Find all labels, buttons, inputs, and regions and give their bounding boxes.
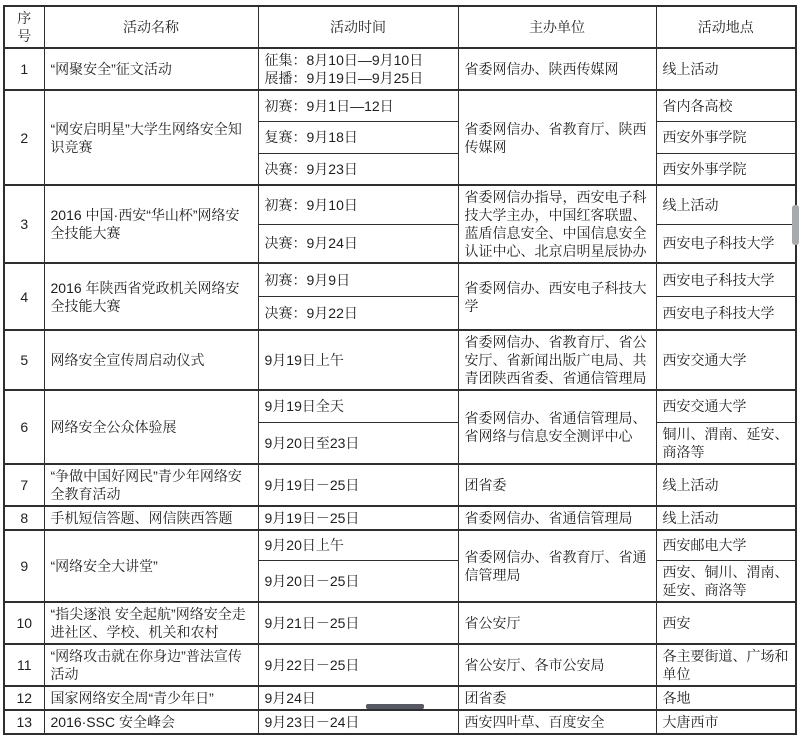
activity-time: 9月19日全天 — [258, 390, 458, 422]
activity-name: “网络攻击就在你身边”普法宣传活动 — [44, 644, 258, 686]
activity-time: 9月23日－24日 — [258, 710, 458, 734]
activity-time: 决赛：9月24日 — [258, 224, 458, 263]
activity-name: 网络安全宣传周启动仪式 — [44, 330, 258, 390]
table-row — [4, 48, 796, 90]
location: 西安交通大学 — [656, 330, 796, 390]
organizer: 省委网信办、省教育厅、省公安厅、省新闻出版广电局、共青团陕西省委、省通信管理局 — [458, 330, 656, 390]
table-row — [4, 710, 796, 734]
table-row — [4, 602, 796, 644]
activity-time: 9月22日－25日 — [258, 644, 458, 686]
row-no: 8 — [4, 506, 44, 530]
row-no: 12 — [4, 686, 44, 710]
table-row — [4, 263, 796, 296]
row-no: 1 — [4, 48, 44, 90]
table-row — [4, 530, 796, 561]
activity-name: “网聚安全”征文活动 — [44, 48, 258, 90]
location: 线上活动 — [656, 48, 796, 90]
activity-time: 9月21日－25日 — [258, 602, 458, 644]
location: 西安、铜川、渭南、延安、商洛等 — [656, 561, 796, 603]
location: 线上活动 — [656, 506, 796, 530]
organizer: 省委网信办、省通信管理局、省网络与信息安全测评中心 — [458, 390, 656, 464]
organizer: 省委网信办指导，西安电子科技大学主办，中国红客联盟、蓝盾信息安全、中国信息安全认证中心、北京启明星辰协办 — [458, 185, 656, 263]
row-no: 10 — [4, 602, 44, 644]
organizer: 团省委 — [458, 686, 656, 710]
location: 铜川、渭南、延安、商洛等 — [656, 422, 796, 464]
activities-table — [3, 5, 797, 735]
activity-time: 决赛：9月22日 — [258, 296, 458, 330]
activity-time: 9月20日－25日 — [258, 561, 458, 603]
activity-name: “争做中国好网民”青少年网络安全教育活动 — [44, 464, 258, 506]
location: 西安电子科技大学 — [656, 224, 796, 263]
location: 各地 — [656, 686, 796, 710]
organizer: 省委网信办、西安电子科技大学 — [458, 263, 656, 330]
header-row — [4, 6, 796, 48]
row-no: 9 — [4, 530, 44, 603]
col-header-no: 序号 — [4, 6, 44, 48]
activity-time: 9月24日 — [258, 686, 458, 710]
location: 西安邮电大学 — [656, 530, 796, 561]
location: 西安交通大学 — [656, 390, 796, 422]
organizer: 省公安厅 — [458, 602, 656, 644]
activity-name: “指尖逐浪 安全起航”网络安全走进社区、学校、机关和农村 — [44, 602, 258, 644]
row-no: 5 — [4, 330, 44, 390]
table-row — [4, 644, 796, 686]
activity-time: 9月19日上午 — [258, 330, 458, 390]
activity-name: 网络安全公众体验展 — [44, 390, 258, 464]
table-row — [4, 390, 796, 422]
organizer: 省委网信办、省教育厅、陕西传媒网 — [458, 90, 656, 185]
col-header-time: 活动时间 — [258, 6, 458, 48]
organizer: 省委网信办、省教育厅、省通信管理局 — [458, 530, 656, 603]
table-row — [4, 185, 796, 224]
organizer: 省委网信办、省通信管理局 — [458, 506, 656, 530]
organizer: 团省委 — [458, 464, 656, 506]
row-no: 7 — [4, 464, 44, 506]
activity-name: 2016·SSC 安全峰会 — [44, 710, 258, 734]
col-header-organizer: 主办单位 — [458, 6, 656, 48]
activity-name: “网络安全大讲堂” — [44, 530, 258, 603]
location: 各主要街道、广场和单位 — [656, 644, 796, 686]
table-row — [4, 90, 796, 121]
location: 西安电子科技大学 — [656, 263, 796, 296]
table-row — [4, 506, 796, 530]
activity-time: 9月20日上午 — [258, 530, 458, 561]
location: 西安电子科技大学 — [656, 296, 796, 330]
location: 线上活动 — [656, 464, 796, 506]
activity-time: 初赛：9月9日 — [258, 263, 458, 296]
activity-name: “网安启明星”大学生网络安全知识竞赛 — [44, 90, 258, 185]
activity-name: 2016 中国·西安“华山杯”网络安全技能大赛 — [44, 185, 258, 263]
activity-time: 9月19日－25日 — [258, 506, 458, 530]
activity-name: 2016 年陕西省党政机关网络安全技能大赛 — [44, 263, 258, 330]
location: 大唐西市 — [656, 710, 796, 734]
activity-time: 初赛：9月1日—12日 — [258, 90, 458, 121]
activity-time: 决赛：9月23日 — [258, 153, 458, 185]
location: 西安外事学院 — [656, 153, 796, 185]
row-no: 2 — [4, 90, 44, 185]
row-no: 11 — [4, 644, 44, 686]
location: 省内各高校 — [656, 90, 796, 121]
vertical-scrollbar-thumb[interactable] — [792, 205, 799, 245]
organizer: 省公安厅、各市公安局 — [458, 644, 656, 686]
table-row — [4, 464, 796, 506]
activity-time: 9月20日至23日 — [258, 422, 458, 464]
row-no: 3 — [4, 185, 44, 263]
col-header-location: 活动地点 — [656, 6, 796, 48]
activity-time: 复赛：9月18日 — [258, 121, 458, 153]
location: 线上活动 — [656, 185, 796, 224]
table-row — [4, 330, 796, 390]
time-line: 征集：8月10日—9月10日 — [264, 52, 424, 68]
time-line: 展播：9月19日—9月25日 — [264, 70, 424, 86]
activity-time — [258, 48, 458, 90]
organizer: 西安四叶草、百度安全 — [458, 710, 656, 734]
col-header-name: 活动名称 — [44, 6, 258, 48]
activity-time: 9月19日－25日 — [258, 464, 458, 506]
location: 西安 — [656, 602, 796, 644]
location: 西安外事学院 — [656, 121, 796, 153]
row-no: 6 — [4, 390, 44, 464]
activity-name: 国家网络安全周“青少年日” — [44, 686, 258, 710]
row-no: 13 — [4, 710, 44, 734]
row-no: 4 — [4, 263, 44, 330]
activity-time: 初赛：9月10日 — [258, 185, 458, 224]
organizer: 省委网信办、陕西传媒网 — [458, 48, 656, 90]
activity-name: 手机短信答题、网信陕西答题 — [44, 506, 258, 530]
